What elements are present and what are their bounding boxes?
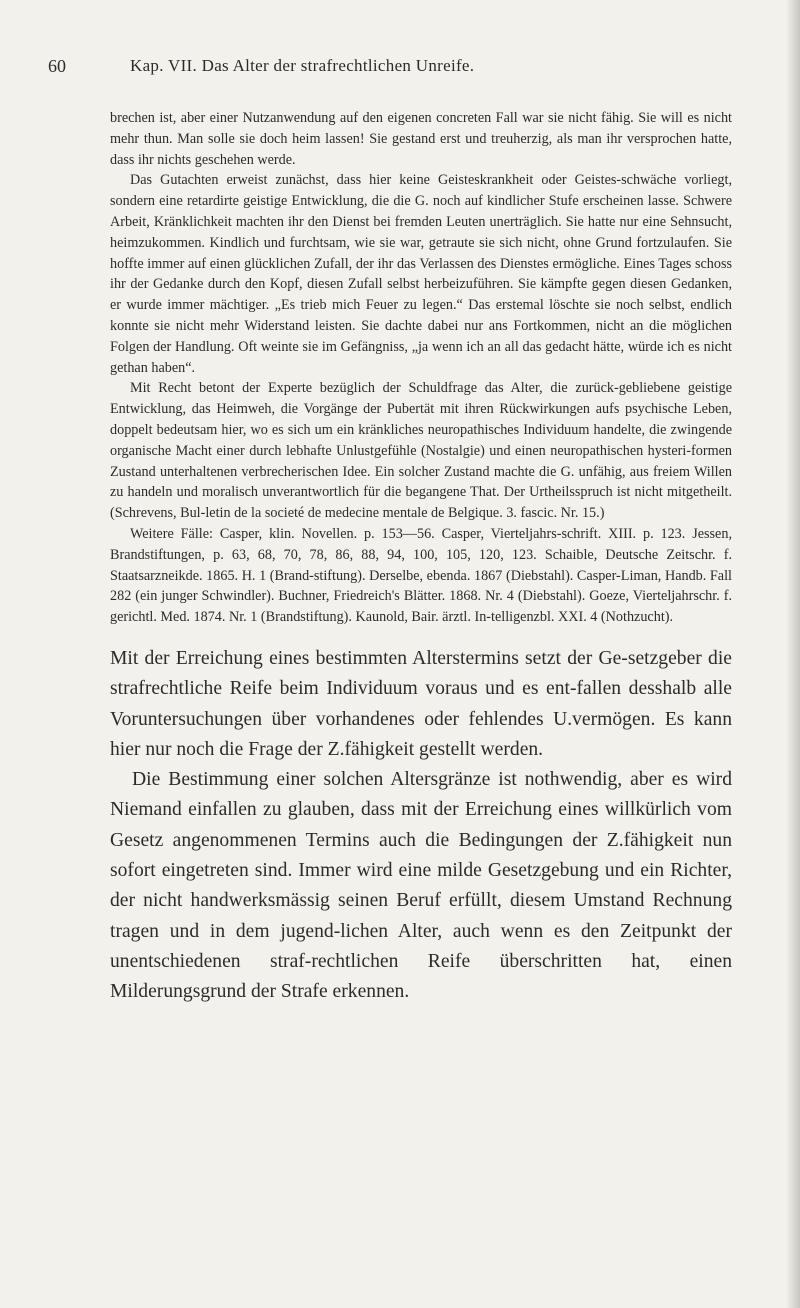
page-header [48,56,738,82]
paragraph-age-limit: Mit der Erreichung eines bestimmten Alterstermins setzt der Ge-setzgeber die strafrechtliche Reife beim Individuum voraus und es ent-fallen desshalb alle Voruntersuchungen über vorhandenes oder fehlendes U.vermögen. Es kann hier nur noch die Frage der Z.fähigkeit gestellt werden. [110,647,732,760]
paragraph-case-continuation: brechen ist, aber einer Nutzanwendung auf den eigenen concreten Fall war sie nicht fähig. Sie will es nicht mehr thun. Man solle sie doch heim lassen! Sie gestand erst und treuherzig, als man ihr versprochen hatte, dass ihr nichts geschehen werde. [110,110,732,168]
page-body [110,108,732,1007]
running-title: Kap. VII. Das Alter der strafrechtlichen Unreife. [130,56,475,75]
paragraph-expert-opinion: Das Gutachten erweist zunächst, dass hier keine Geisteskrankheit oder Geistes-schwäche vorliegt, sondern eine retardirte geistige Entwicklung, die die G. noch auf kindlicher Stufe erscheinen lasse. Schwere Arbeit, Kränklichkeit machten ihr den Dienst bei fremden Leuten unerträglich. Sie hatte nur eine Sehnsucht, heimzukommen. Kindlich und furchtsam, wie sie war, getraute sie sich nicht, ohne Grund fortzulaufen. Sie hoffte immer auf einen glücklichen Zufall, der ihr das Verlassen des Dienstes ermögliche. Eines Tages schoss ihr der Gedanke durch den Kopf, diesen Zufall selbst herbeizuführen. Sie kämpfte gegen diesen Gedanken, er wurde immer mächtiger. „Es trieb mich Feuer zu legen.“ Das erstemal löschte sie noch selbst, endlich konnte sie nicht mehr Widerstand leisten. Sie dachte dabei nur ans Fortkommen, nicht an die möglichen Folgen der Handlung. Oft weinte sie im Gefängniss, „ja wenn ich an all das gedacht hätte, würde ich es nicht gethan haben“. [110,172,732,376]
page-edge [786,0,800,1308]
case-report-section [110,108,732,628]
main-text-section [110,644,732,1008]
paragraph-guilt-question: Mit Recht betont der Experte bezüglich der Schuldfrage das Alter, die zurück-gebliebene geistige Entwicklung, das Heimweh, die Vorgänge der Pubertät mit ihren Rückwirkungen aufs psychische Leben, doppelt bedeutsam hier, wo es sich um ein kränkliches neuropathisches Individuum handelte, die zwingende organische Macht einer durch lebhafte Unlustgefühle (Nostalgie) und einen neuropathischen hysteri-formen Zustand unterhaltenen verbrecherischen Idee. Ein solcher Zustand machte die G. unfähig, aus freiem Willen zu handeln und moralisch unverantwortlich für die begangene That. Der Urtheilsspruch ist nicht mitgetheilt. (Schrevens, Bul-letin de la societé de medecine mentale de Belgique. 3. fascic. Nr. 15.) [110,380,732,522]
paragraph-further-cases: Weitere Fälle: Casper, klin. Novellen. p. 153—56. Casper, Vierteljahrs-schrift. XIII. p. 123. Jessen, Brandstiftungen, p. 63, 68, 70, 78, 86, 88, 94, 100, 105, 120, 123. Schaible, Deutsche Zeitschr. f. Staatsarzneikde. 1865. H. 1 (Brand-stiftung). Derselbe, ebenda. 1867 (Diebstahl). Casper-Liman, Handb. Fall 282 (ein junger Schwindler). Buchner, Friedreich's Blätter. 1868. Nr. 4 (Diebstahl). Goeze, Vierteljahrschr. f. gerichtl. Med. 1874. Nr. 1 (Brandstiftung). Kaunold, Bair. ärztl. In-telligenzbl. XXI. 4 (Nothzucht). [110,525,732,626]
page-number: 60 [48,56,66,76]
paragraph-age-boundary: Die Bestimmung einer solchen Altersgränze ist nothwendig, aber es wird Niemand einfallen zu glauben, dass mit der Erreichung eines willkürlich vom Gesetz angenommenen Termins auch die Bedingungen der Z.fähigkeit nun sofort eingetreten sind. Immer wird eine milde Gesetzgebung und ein Richter, der nicht handwerksmässig seinen Beruf erfüllt, diesem Umstand Rechnung tragen und in dem jugend-lichen Alter, auch wenn es den Zeitpunkt der unentschiedenen straf-rechtlichen Reife überschritten hat, einen Milderungsgrund der Strafe erkennen. [110,769,732,1003]
